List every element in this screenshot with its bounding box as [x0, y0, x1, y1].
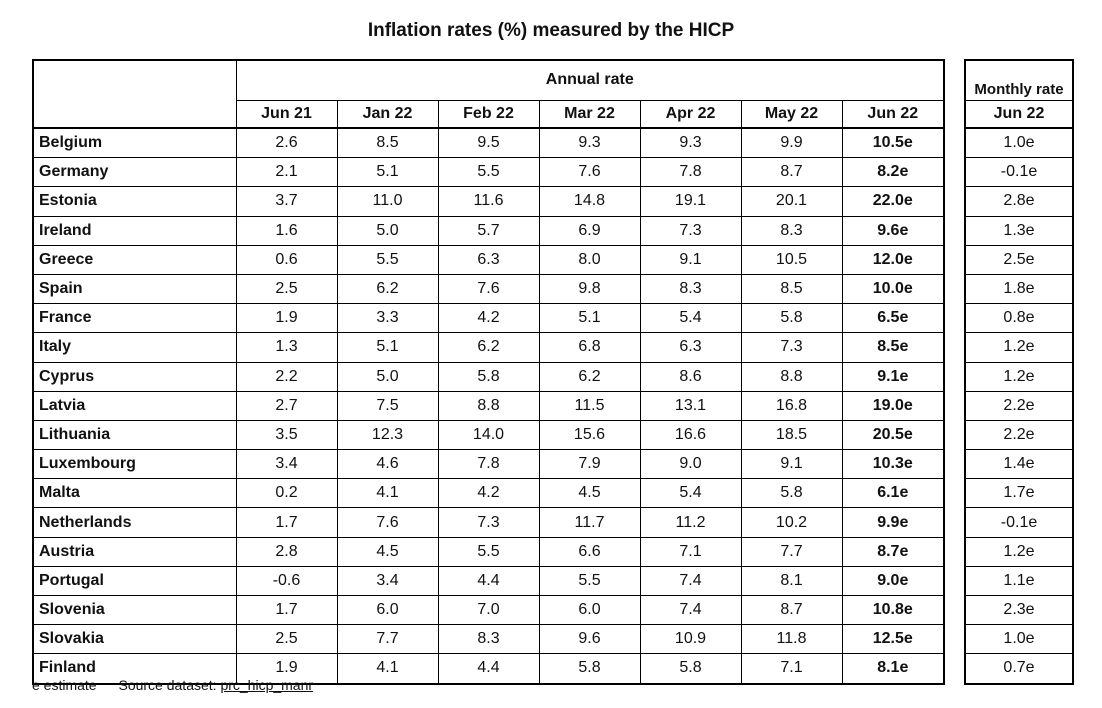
country-name: Cyprus — [33, 362, 236, 391]
table-row — [33, 304, 944, 333]
country-name: Malta — [33, 479, 236, 508]
rate-cell: 8.7 — [741, 596, 842, 625]
monthly-row — [965, 479, 1073, 508]
country-name: Lithuania — [33, 420, 236, 449]
rate-cell: 4.1 — [337, 654, 438, 684]
rate-cell: 2.5 — [236, 625, 337, 654]
rate-cell: 5.8 — [741, 479, 842, 508]
rate-cell: 7.4 — [640, 566, 741, 595]
rate-cell: 12.0e — [842, 245, 944, 274]
monthly-column-header: Jun 22 — [965, 100, 1073, 128]
rate-cell: 6.0 — [337, 596, 438, 625]
rate-cell: 0.6 — [236, 245, 337, 274]
table-row — [33, 625, 944, 654]
rate-cell: 4.6 — [337, 450, 438, 479]
rate-cell: 8.1e — [842, 654, 944, 684]
rate-cell: 3.4 — [337, 566, 438, 595]
rate-cell: 5.5 — [438, 537, 539, 566]
monthly-rate-cell: 0.8e — [965, 304, 1073, 333]
rate-cell: 7.5 — [337, 391, 438, 420]
rate-cell: 10.5 — [741, 245, 842, 274]
estimate-note: e estimate — [32, 677, 97, 693]
rate-cell: 10.0e — [842, 274, 944, 303]
rate-cell: 7.1 — [640, 537, 741, 566]
rate-cell: 4.4 — [438, 654, 539, 684]
rate-cell: 12.3 — [337, 420, 438, 449]
rate-cell: 16.6 — [640, 420, 741, 449]
monthly-rate-cell: -0.1e — [965, 508, 1073, 537]
rate-cell: 5.8 — [640, 654, 741, 684]
rate-cell: 7.0 — [438, 596, 539, 625]
monthly-rate-cell: -0.1e — [965, 158, 1073, 187]
country-name: Austria — [33, 537, 236, 566]
rate-cell: 4.2 — [438, 479, 539, 508]
country-name: France — [33, 304, 236, 333]
monthly-rate-cell: 2.2e — [965, 420, 1073, 449]
rate-cell: 7.4 — [640, 596, 741, 625]
rate-cell: 7.8 — [438, 450, 539, 479]
rate-cell: 8.8 — [438, 391, 539, 420]
rate-cell: 0.2 — [236, 479, 337, 508]
monthly-row — [965, 508, 1073, 537]
rate-cell: 19.0e — [842, 391, 944, 420]
country-name: Luxembourg — [33, 450, 236, 479]
rate-cell: 7.6 — [438, 274, 539, 303]
rate-cell: 8.5 — [337, 128, 438, 158]
rate-cell: 11.2 — [640, 508, 741, 537]
annual-rate-table — [32, 59, 945, 685]
rate-cell: 16.8 — [741, 391, 842, 420]
rate-cell: 8.3 — [438, 625, 539, 654]
rate-cell: 2.6 — [236, 128, 337, 158]
country-name: Netherlands — [33, 508, 236, 537]
table-row — [33, 420, 944, 449]
monthly-row — [965, 566, 1073, 595]
monthly-row — [965, 304, 1073, 333]
rate-cell: 1.9 — [236, 654, 337, 684]
table-row — [33, 128, 944, 158]
rate-cell: 10.2 — [741, 508, 842, 537]
rate-cell: 4.2 — [438, 304, 539, 333]
column-header: Jun 22 — [842, 100, 944, 128]
column-header: Feb 22 — [438, 100, 539, 128]
corner-cell — [33, 60, 236, 128]
table-row — [33, 596, 944, 625]
rate-cell: 13.1 — [640, 391, 741, 420]
rate-cell: 6.3 — [438, 245, 539, 274]
country-name: Slovenia — [33, 596, 236, 625]
rate-cell: 5.7 — [438, 216, 539, 245]
column-header: Mar 22 — [539, 100, 640, 128]
table-row — [33, 450, 944, 479]
rate-cell: 9.0e — [842, 566, 944, 595]
monthly-row — [965, 596, 1073, 625]
rate-cell: 5.0 — [337, 216, 438, 245]
monthly-row — [965, 333, 1073, 362]
country-name: Finland — [39, 659, 96, 677]
rate-cell: 7.1 — [741, 654, 842, 684]
rate-cell: 9.6 — [539, 625, 640, 654]
rate-cell: 8.1 — [741, 566, 842, 595]
rate-cell: 10.3e — [842, 450, 944, 479]
table-row — [33, 333, 944, 362]
annual-rate-header: Annual rate — [236, 60, 944, 100]
table-row — [33, 245, 944, 274]
rate-cell: 14.0 — [438, 420, 539, 449]
monthly-row — [965, 420, 1073, 449]
rate-cell: 5.5 — [539, 566, 640, 595]
rate-cell: 2.7 — [236, 391, 337, 420]
rate-cell: 14.8 — [539, 187, 640, 216]
monthly-row — [965, 274, 1073, 303]
rate-cell: 9.0 — [640, 450, 741, 479]
rate-cell: -0.6 — [236, 566, 337, 595]
country-name: Portugal — [33, 566, 236, 595]
rate-cell: 3.7 — [236, 187, 337, 216]
rate-cell: 8.7 — [741, 158, 842, 187]
rate-cell: 5.1 — [539, 304, 640, 333]
rate-cell: 6.5e — [842, 304, 944, 333]
rate-cell: 11.5 — [539, 391, 640, 420]
rate-cell: 20.5e — [842, 420, 944, 449]
table-row — [33, 187, 944, 216]
rate-cell: 7.7 — [741, 537, 842, 566]
monthly-rate-cell: 1.0e — [965, 128, 1073, 158]
rate-cell: 2.2 — [236, 362, 337, 391]
rate-cell: 9.8 — [539, 274, 640, 303]
rate-cell: 5.0 — [337, 362, 438, 391]
column-header: Jan 22 — [337, 100, 438, 128]
rate-cell: 18.5 — [741, 420, 842, 449]
rate-cell: 22.0e — [842, 187, 944, 216]
monthly-rate-cell: 2.5e — [965, 245, 1073, 274]
monthly-rate-cell: 2.8e — [965, 187, 1073, 216]
rate-cell: 10.8e — [842, 596, 944, 625]
rate-cell: 1.7 — [236, 508, 337, 537]
rate-cell: 5.8 — [438, 362, 539, 391]
rate-cell: 2.5 — [236, 274, 337, 303]
rate-cell: 20.1 — [741, 187, 842, 216]
table-row — [33, 158, 944, 187]
rate-cell: 9.1 — [741, 450, 842, 479]
country-name: Latvia — [33, 391, 236, 420]
country-name: Slovakia — [33, 625, 236, 654]
monthly-row — [965, 537, 1073, 566]
rate-cell: 5.1 — [337, 158, 438, 187]
monthly-rate-table — [964, 59, 1074, 685]
rate-cell: 5.1 — [337, 333, 438, 362]
rate-cell: 5.4 — [640, 304, 741, 333]
rate-cell: 9.5 — [438, 128, 539, 158]
monthly-rate-cell: 2.2e — [965, 391, 1073, 420]
rate-cell: 5.8 — [539, 654, 640, 684]
source-label: Source dataset: — [118, 677, 217, 693]
rate-cell: 7.3 — [438, 508, 539, 537]
table-row — [33, 362, 944, 391]
rate-cell: 6.8 — [539, 333, 640, 362]
rate-cell: 1.6 — [236, 216, 337, 245]
rate-cell: 11.7 — [539, 508, 640, 537]
table-row — [33, 566, 944, 595]
monthly-row — [965, 245, 1073, 274]
rate-cell: 1.7 — [236, 596, 337, 625]
rate-cell: 9.3 — [640, 128, 741, 158]
monthly-row — [965, 362, 1073, 391]
rate-cell: 6.3 — [640, 333, 741, 362]
rate-cell: 10.5e — [842, 128, 944, 158]
monthly-rate-header-text: Monthly rate — [974, 80, 1064, 98]
rate-cell: 7.8 — [640, 158, 741, 187]
country-name: Italy — [33, 333, 236, 362]
rate-cell: 8.6 — [640, 362, 741, 391]
rate-cell: 1.3 — [236, 333, 337, 362]
monthly-row — [965, 216, 1073, 245]
rate-cell: 7.7 — [337, 625, 438, 654]
rate-cell: 8.2e — [842, 158, 944, 187]
rate-cell: 8.5 — [741, 274, 842, 303]
table-title: Inflation rates (%) measured by the HICP — [367, 20, 735, 41]
monthly-rate-cell: 1.4e — [965, 450, 1073, 479]
column-header: May 22 — [741, 100, 842, 128]
monthly-rate-cell: 1.3e — [965, 216, 1073, 245]
country-name: Germany — [33, 158, 236, 187]
rate-cell: 5.8 — [741, 304, 842, 333]
rate-cell: 8.8 — [741, 362, 842, 391]
monthly-rate-header — [965, 60, 1073, 100]
monthly-row — [965, 158, 1073, 187]
rate-cell: 6.0 — [539, 596, 640, 625]
rate-cell: 6.2 — [539, 362, 640, 391]
rate-cell: 7.3 — [741, 333, 842, 362]
column-header: Jun 21 — [236, 100, 337, 128]
monthly-row — [965, 654, 1073, 684]
country-name: Greece — [33, 245, 236, 274]
rate-cell: 8.5e — [842, 333, 944, 362]
rate-cell: 6.9 — [539, 216, 640, 245]
rate-cell: 7.6 — [337, 508, 438, 537]
table-row — [33, 274, 944, 303]
monthly-row — [965, 391, 1073, 420]
rate-cell: 2.8 — [236, 537, 337, 566]
country-name: Ireland — [33, 216, 236, 245]
table-row — [33, 216, 944, 245]
monthly-rate-cell: 1.2e — [965, 537, 1073, 566]
rate-cell: 6.2 — [337, 274, 438, 303]
rate-cell: 9.3 — [539, 128, 640, 158]
monthly-rate-cell: 1.7e — [965, 479, 1073, 508]
rate-cell: 7.6 — [539, 158, 640, 187]
rate-cell: 4.1 — [337, 479, 438, 508]
rate-cell: 4.5 — [337, 537, 438, 566]
monthly-rate-cell: 2.3e — [965, 596, 1073, 625]
rate-cell: 10.9 — [640, 625, 741, 654]
rate-cell: 5.5 — [337, 245, 438, 274]
footer — [32, 677, 313, 693]
monthly-rate-cell: 1.0e — [965, 625, 1073, 654]
rate-cell: 9.9 — [741, 128, 842, 158]
monthly-rate-cell: 1.8e — [965, 274, 1073, 303]
rate-cell: 12.5e — [842, 625, 944, 654]
table-row — [33, 508, 944, 537]
rate-cell: 11.8 — [741, 625, 842, 654]
rate-cell: 3.5 — [236, 420, 337, 449]
rate-cell: 7.9 — [539, 450, 640, 479]
rate-cell: 9.1 — [640, 245, 741, 274]
monthly-rate-cell: 0.7e — [1003, 659, 1035, 677]
rate-cell: 8.7e — [842, 537, 944, 566]
rate-cell: 11.0 — [337, 187, 438, 216]
rate-cell: 5.4 — [640, 479, 741, 508]
table-row — [33, 391, 944, 420]
country-name: Estonia — [33, 187, 236, 216]
monthly-rate-cell: 1.2e — [965, 333, 1073, 362]
monthly-row — [965, 625, 1073, 654]
rate-cell: 5.5 — [438, 158, 539, 187]
column-header: Apr 22 — [640, 100, 741, 128]
rate-cell: 9.1e — [842, 362, 944, 391]
rate-cell: 6.1e — [842, 479, 944, 508]
monthly-rate-cell: 1.1e — [965, 566, 1073, 595]
rate-cell: 3.3 — [337, 304, 438, 333]
rate-cell: 2.1 — [236, 158, 337, 187]
rate-cell: 1.9 — [236, 304, 337, 333]
monthly-row — [965, 450, 1073, 479]
country-name: Spain — [33, 274, 236, 303]
rate-cell: 11.6 — [438, 187, 539, 216]
rate-cell: 8.3 — [640, 274, 741, 303]
monthly-row — [965, 187, 1073, 216]
rate-cell: 4.5 — [539, 479, 640, 508]
country-name: Belgium — [33, 128, 236, 158]
table-row — [33, 479, 944, 508]
rate-cell: 3.4 — [236, 450, 337, 479]
rate-cell: 6.6 — [539, 537, 640, 566]
rate-cell: 7.3 — [640, 216, 741, 245]
rate-cell: 8.3 — [741, 216, 842, 245]
rate-cell: 8.0 — [539, 245, 640, 274]
rate-cell: 19.1 — [640, 187, 741, 216]
rate-cell: 9.6e — [842, 216, 944, 245]
monthly-row — [965, 128, 1073, 158]
table-row — [33, 537, 944, 566]
rate-cell: 9.9e — [842, 508, 944, 537]
rate-cell: 6.2 — [438, 333, 539, 362]
rate-cell: 4.4 — [438, 566, 539, 595]
monthly-rate-cell: 1.2e — [965, 362, 1073, 391]
dataset-link[interactable]: prc_hicp_manr — [220, 677, 314, 693]
rate-cell: 15.6 — [539, 420, 640, 449]
